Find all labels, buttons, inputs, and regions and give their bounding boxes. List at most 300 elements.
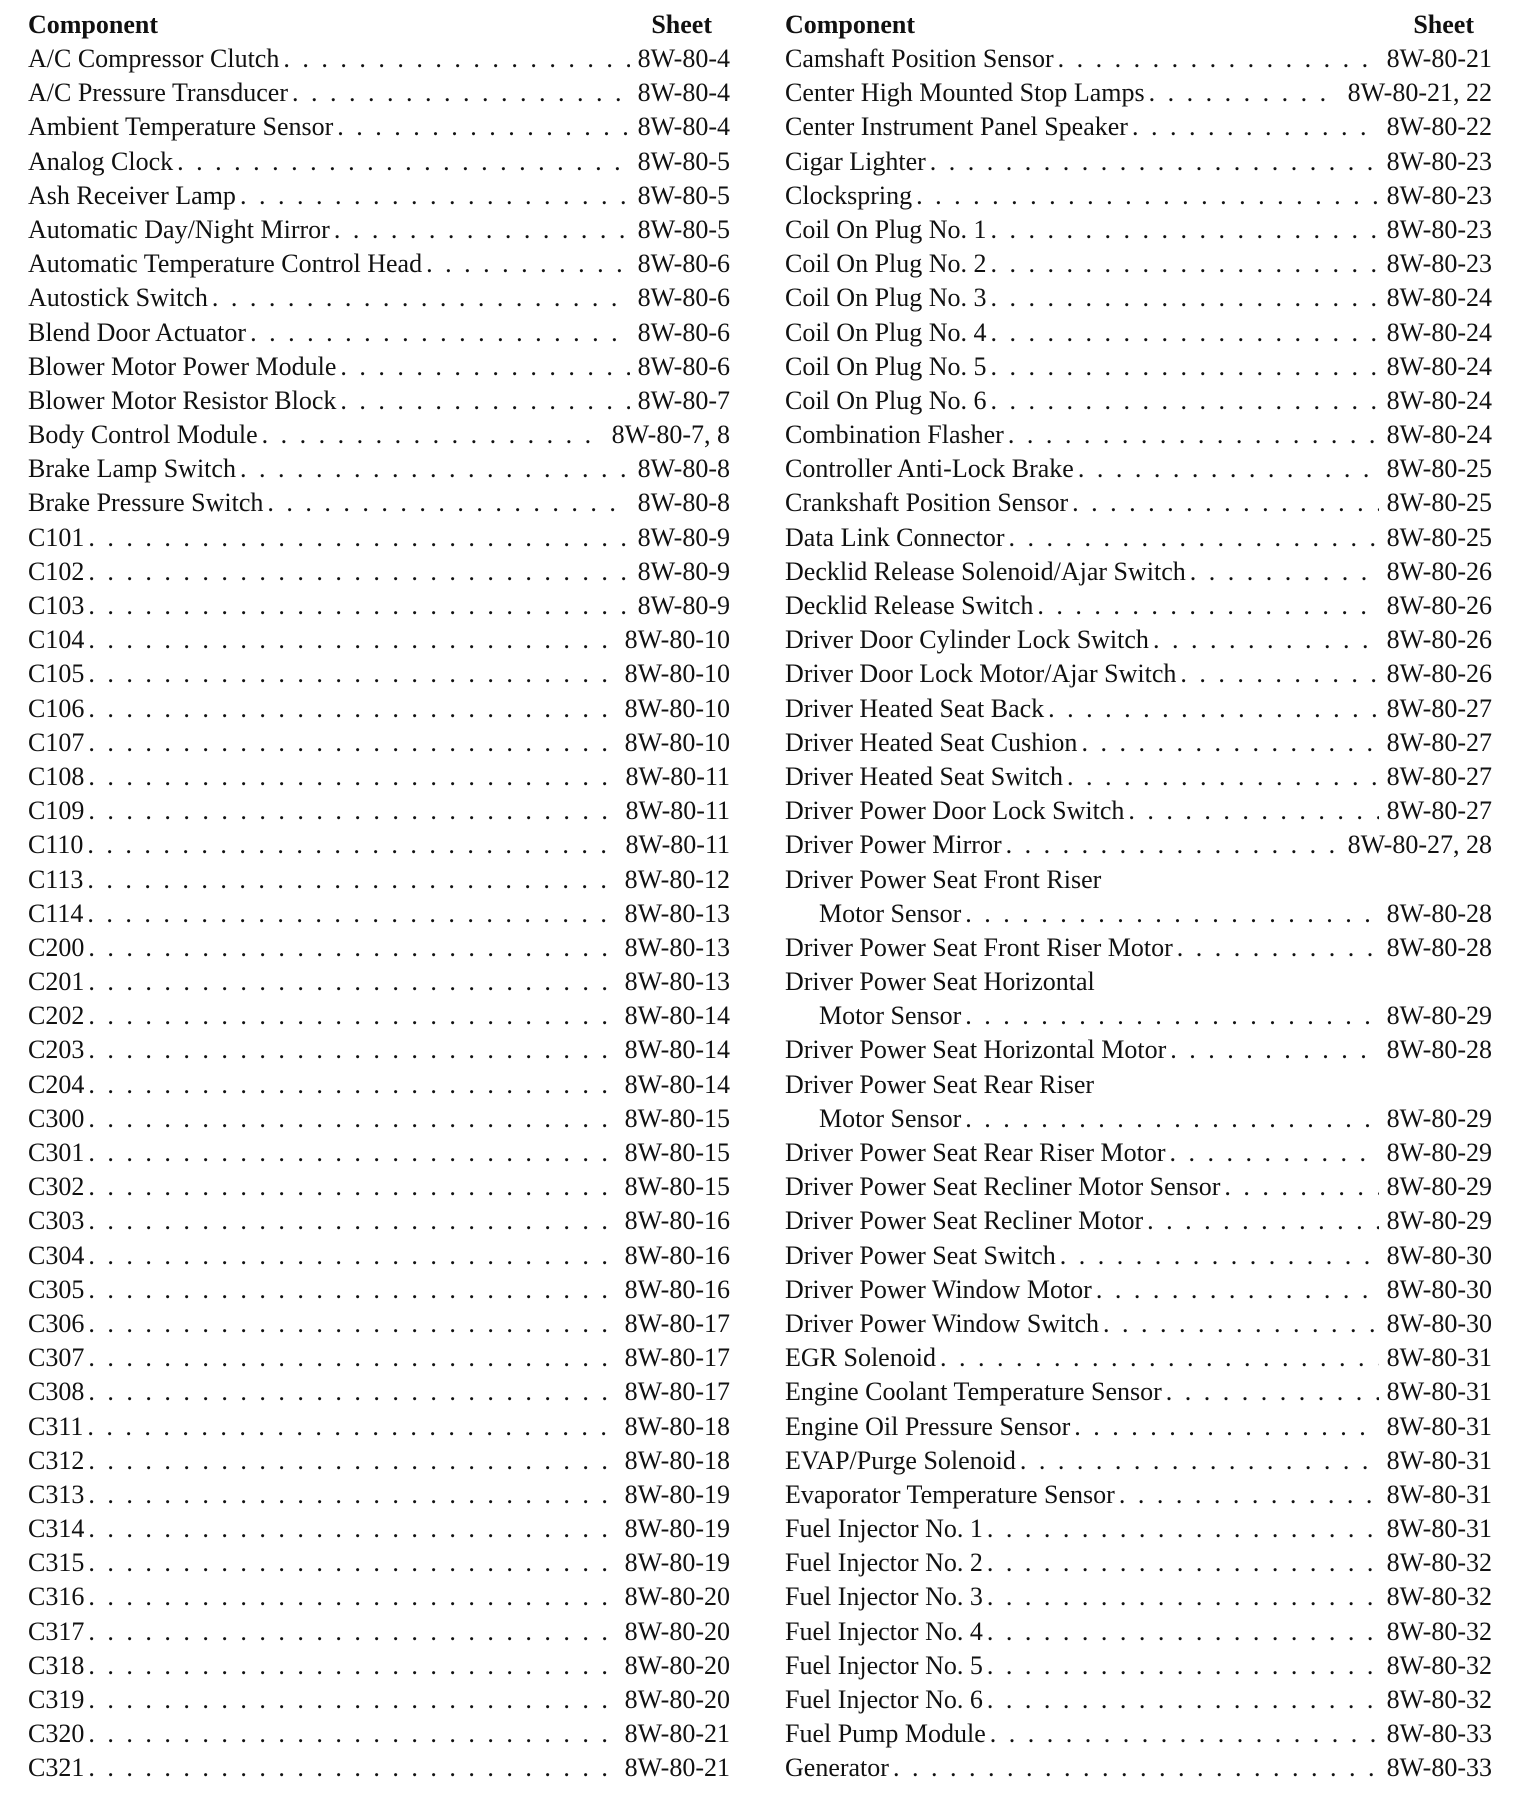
index-entry bbox=[785, 1546, 1492, 1580]
dot-leader bbox=[1006, 828, 1340, 862]
dot-leader bbox=[88, 589, 629, 623]
dot-leader bbox=[965, 1102, 1378, 1136]
component-name: Engine Oil Pressure Sensor bbox=[785, 1411, 1071, 1441]
component-name: C103 bbox=[28, 591, 85, 620]
dot-leader bbox=[893, 1751, 1379, 1785]
dot-leader bbox=[88, 1444, 616, 1478]
sheet-number: 8W-80-22 bbox=[1386, 112, 1492, 142]
sheet-number: 8W-80-28 bbox=[1386, 898, 1492, 928]
component-name: Driver Heated Seat Switch bbox=[785, 761, 1063, 791]
index-entry bbox=[28, 1068, 730, 1102]
sheet-number: 8W-80-32 bbox=[1386, 1548, 1492, 1578]
component-name: Center Instrument Panel Speaker bbox=[785, 112, 1128, 142]
sheet-number: 8W-80-26 bbox=[1386, 659, 1492, 689]
index-entry bbox=[28, 1102, 730, 1136]
dot-leader bbox=[1096, 1273, 1379, 1307]
dot-leader bbox=[88, 1478, 616, 1512]
sheet-number: 8W-80-5 bbox=[637, 146, 730, 176]
sheet-number: 8W-80-27, 28 bbox=[1347, 830, 1492, 860]
dot-leader bbox=[1149, 76, 1340, 110]
sheet-number: 8W-80-10 bbox=[624, 625, 730, 655]
component-name: C107 bbox=[28, 727, 85, 757]
component-name: Fuel Injector No. 2 bbox=[785, 1548, 983, 1578]
dot-leader bbox=[88, 1068, 616, 1102]
index-entry bbox=[28, 1410, 730, 1444]
sheet-number: 8W-80-14 bbox=[624, 1001, 730, 1031]
index-entry bbox=[28, 931, 730, 965]
index-entry bbox=[785, 1410, 1492, 1444]
dot-leader bbox=[88, 1717, 616, 1751]
sheet-number: 8W-80-16 bbox=[624, 1274, 730, 1304]
index-entry bbox=[28, 760, 730, 794]
index-entry bbox=[785, 452, 1492, 486]
index-entry bbox=[28, 726, 730, 760]
index-entry bbox=[785, 1136, 1492, 1170]
dot-leader bbox=[88, 1239, 616, 1273]
sheet-number: 8W-80-32 bbox=[1386, 1650, 1492, 1680]
sheet-number: 8W-80-25 bbox=[1386, 454, 1492, 484]
sheet-number: 8W-80-20 bbox=[624, 1582, 730, 1612]
dot-leader bbox=[965, 897, 1378, 931]
dot-leader bbox=[987, 1683, 1379, 1717]
component-name: C108 bbox=[28, 761, 85, 791]
dot-leader bbox=[991, 213, 1379, 247]
sheet-number: 8W-80-8 bbox=[637, 488, 730, 518]
sheet-number: 8W-80-30 bbox=[1386, 1240, 1492, 1270]
dot-leader bbox=[88, 1649, 616, 1683]
left-column-header bbox=[28, 8, 730, 42]
component-name: Fuel Injector No. 5 bbox=[785, 1650, 983, 1680]
component-name: C321 bbox=[28, 1753, 85, 1783]
sheet-number: 8W-80-31 bbox=[1386, 1514, 1492, 1544]
dot-leader bbox=[1074, 1410, 1378, 1444]
dot-leader bbox=[240, 452, 630, 486]
sheet-number: 8W-80-19 bbox=[624, 1479, 730, 1509]
sheet-number: 8W-80-24 bbox=[1386, 283, 1492, 313]
index-entry bbox=[785, 828, 1492, 862]
index-entry bbox=[785, 692, 1492, 726]
sheet-number: 8W-80-6 bbox=[637, 317, 730, 347]
dot-leader bbox=[87, 1410, 616, 1444]
index-entry bbox=[785, 1512, 1492, 1546]
component-name: Driver Power Seat Front Riser bbox=[785, 864, 1102, 894]
dot-leader bbox=[337, 110, 629, 144]
dot-leader bbox=[1166, 1375, 1379, 1409]
dot-leader bbox=[916, 179, 1378, 213]
dot-leader bbox=[88, 1751, 616, 1785]
component-name: C316 bbox=[28, 1582, 85, 1612]
index-entry bbox=[785, 1204, 1492, 1238]
dot-leader bbox=[1132, 110, 1379, 144]
sheet-number: 8W-80-8 bbox=[637, 454, 730, 484]
dot-leader bbox=[1153, 623, 1379, 657]
index-entry bbox=[785, 1273, 1492, 1307]
dot-leader bbox=[987, 1615, 1379, 1649]
dot-leader bbox=[292, 76, 630, 110]
sheet-number: 8W-80-27 bbox=[1386, 761, 1492, 791]
sheet-number: 8W-80-5 bbox=[637, 214, 730, 244]
sheet-number: 8W-80-24 bbox=[1386, 351, 1492, 381]
index-entry bbox=[28, 42, 730, 76]
index-entry bbox=[785, 999, 1492, 1033]
component-name: C318 bbox=[28, 1650, 85, 1680]
sheet-number: 8W-80-14 bbox=[624, 1069, 730, 1099]
dot-leader bbox=[1170, 1136, 1379, 1170]
dot-leader bbox=[1190, 555, 1379, 589]
index-entry bbox=[785, 384, 1492, 418]
sheet-number: 8W-80-26 bbox=[1386, 625, 1492, 655]
component-name: C304 bbox=[28, 1240, 85, 1270]
component-name: C202 bbox=[28, 1001, 85, 1031]
index-entry bbox=[28, 623, 730, 657]
dot-leader bbox=[88, 794, 617, 828]
component-name: C301 bbox=[28, 1138, 85, 1167]
dot-leader bbox=[1048, 692, 1378, 726]
dot-leader bbox=[1009, 521, 1379, 555]
component-name: Driver Power Seat Recliner Motor bbox=[785, 1206, 1144, 1236]
sheet-number: 8W-80-17 bbox=[624, 1343, 730, 1373]
component-header: Component bbox=[28, 10, 159, 39]
component-name: C204 bbox=[28, 1069, 85, 1099]
sheet-number: 8W-80-28 bbox=[1386, 932, 1492, 962]
component-name: C315 bbox=[28, 1548, 85, 1578]
index-entry bbox=[785, 1717, 1492, 1751]
sheet-number: 8W-80-10 bbox=[624, 693, 730, 723]
dot-leader bbox=[965, 999, 1378, 1033]
index-entry bbox=[785, 1649, 1492, 1683]
sheet-number: 8W-80-4 bbox=[637, 44, 730, 73]
component-name: Driver Power Window Switch bbox=[785, 1308, 1100, 1338]
sheet-number: 8W-80-13 bbox=[624, 967, 730, 997]
index-entry bbox=[785, 1068, 1492, 1102]
component-name: Brake Pressure Switch bbox=[28, 488, 264, 518]
sheet-number: 8W-80-4 bbox=[637, 112, 730, 142]
dot-leader bbox=[212, 281, 630, 315]
dot-leader bbox=[987, 1649, 1379, 1683]
index-entry bbox=[28, 418, 730, 452]
sheet-number: 8W-80-4 bbox=[637, 78, 730, 108]
component-name: Driver Power Seat Rear Riser bbox=[785, 1069, 1095, 1099]
index-entry bbox=[785, 863, 1492, 897]
sheet-number: 8W-80-21 bbox=[1386, 44, 1492, 73]
index-entry bbox=[785, 521, 1492, 555]
index-entry bbox=[28, 1239, 730, 1273]
dot-leader bbox=[88, 1615, 616, 1649]
index-entry bbox=[785, 1580, 1492, 1614]
component-name: C312 bbox=[28, 1445, 85, 1475]
component-name: Automatic Day/Night Mirror bbox=[28, 214, 330, 244]
sheet-number: 8W-80-16 bbox=[624, 1206, 730, 1236]
sheet-number: 8W-80-18 bbox=[624, 1445, 730, 1475]
component-name: Blend Door Actuator bbox=[28, 317, 247, 347]
dot-leader bbox=[88, 1102, 616, 1136]
component-name: C110 bbox=[28, 830, 84, 860]
sheet-number: 8W-80-19 bbox=[624, 1514, 730, 1544]
sheet-number: 8W-80-20 bbox=[624, 1685, 730, 1714]
component-name: Driver Power Seat Horizontal Motor bbox=[785, 1035, 1167, 1065]
index-entry bbox=[785, 760, 1492, 794]
dot-leader bbox=[250, 316, 630, 350]
sheet-number: 8W-80-31 bbox=[1386, 1377, 1492, 1407]
dot-leader bbox=[88, 965, 616, 999]
component-name: EVAP/Purge Solenoid bbox=[785, 1445, 1016, 1475]
dot-leader bbox=[987, 1512, 1379, 1546]
component-name: Crankshaft Position Sensor bbox=[785, 488, 1069, 518]
sheet-number: 8W-80-11 bbox=[625, 830, 730, 860]
index-entry bbox=[785, 623, 1492, 657]
index-entry bbox=[28, 384, 730, 418]
component-name: C314 bbox=[28, 1514, 85, 1544]
sheet-header: Sheet bbox=[651, 10, 712, 39]
sheet-number: 8W-80-6 bbox=[637, 351, 730, 381]
sheet-number: 8W-80-14 bbox=[624, 1035, 730, 1065]
sheet-number: 8W-80-27 bbox=[1386, 796, 1492, 826]
component-name: C101 bbox=[28, 522, 85, 552]
sheet-number: 8W-80-32 bbox=[1386, 1685, 1492, 1714]
sheet-number: 8W-80-9 bbox=[637, 522, 730, 552]
index-entry bbox=[28, 316, 730, 350]
index-entry bbox=[785, 179, 1492, 213]
component-name: C320 bbox=[28, 1719, 85, 1749]
sheet-number: 8W-80-27 bbox=[1386, 727, 1492, 757]
sheet-number: 8W-80-21 bbox=[624, 1753, 730, 1783]
index-entry bbox=[28, 179, 730, 213]
dot-leader bbox=[267, 486, 629, 520]
sheet-header: Sheet bbox=[1413, 10, 1474, 39]
index-entry bbox=[28, 452, 730, 486]
index-entry bbox=[785, 1751, 1492, 1785]
sheet-number: 8W-80-20 bbox=[624, 1616, 730, 1646]
component-name: A/C Pressure Transducer bbox=[28, 78, 288, 108]
index-entry bbox=[785, 1239, 1492, 1273]
component-name: Evaporator Temperature Sensor bbox=[785, 1479, 1115, 1509]
component-name: C113 bbox=[28, 864, 84, 894]
dot-leader bbox=[88, 1375, 616, 1409]
component-name: Motor Sensor bbox=[819, 898, 962, 928]
component-name: Coil On Plug No. 2 bbox=[785, 249, 987, 279]
index-entry bbox=[785, 316, 1492, 350]
component-name: C319 bbox=[28, 1685, 85, 1714]
index-entry bbox=[785, 1102, 1492, 1136]
dot-leader bbox=[987, 1546, 1379, 1580]
component-name: Driver Power Door Lock Switch bbox=[785, 796, 1125, 826]
component-name: Fuel Pump Module bbox=[785, 1719, 986, 1749]
component-name: C102 bbox=[28, 556, 85, 586]
sheet-number: 8W-80-11 bbox=[625, 796, 730, 826]
dot-leader bbox=[240, 179, 630, 213]
sheet-number: 8W-80-23 bbox=[1386, 180, 1492, 210]
component-name: C300 bbox=[28, 1103, 85, 1133]
component-name: Data Link Connector bbox=[785, 522, 1005, 552]
component-name: Clockspring bbox=[785, 180, 913, 210]
index-entry bbox=[28, 1033, 730, 1067]
dot-leader bbox=[1177, 931, 1379, 965]
index-entry bbox=[28, 1136, 730, 1170]
dot-leader bbox=[88, 1033, 616, 1067]
left-entries bbox=[28, 42, 730, 1786]
dot-leader bbox=[88, 1580, 616, 1614]
component-name: Fuel Injector No. 1 bbox=[785, 1514, 983, 1544]
sheet-number: 8W-80-12 bbox=[624, 864, 730, 894]
sheet-number: 8W-80-29 bbox=[1386, 1138, 1492, 1167]
component-name: Driver Heated Seat Back bbox=[785, 693, 1045, 723]
dot-leader bbox=[991, 281, 1379, 315]
index-entry bbox=[28, 521, 730, 555]
sheet-number: 8W-80-15 bbox=[624, 1172, 730, 1202]
component-name: A/C Compressor Clutch bbox=[28, 44, 280, 73]
index-entry bbox=[28, 1546, 730, 1580]
dot-leader bbox=[1037, 589, 1378, 623]
dot-leader bbox=[940, 1341, 1379, 1375]
component-name: EGR Solenoid bbox=[785, 1343, 936, 1373]
index-entry bbox=[785, 1478, 1492, 1512]
component-name: C200 bbox=[28, 932, 85, 962]
sheet-number: 8W-80-23 bbox=[1386, 249, 1492, 279]
sheet-number: 8W-80-31 bbox=[1386, 1411, 1492, 1441]
component-name: C303 bbox=[28, 1206, 85, 1236]
right-column bbox=[785, 8, 1492, 1786]
sheet-number: 8W-80-31 bbox=[1386, 1343, 1492, 1373]
sheet-number: 8W-80-29 bbox=[1386, 1206, 1492, 1236]
index-entry bbox=[785, 657, 1492, 691]
index-entry bbox=[28, 350, 730, 384]
index-entry bbox=[785, 965, 1492, 999]
dot-leader bbox=[88, 521, 629, 555]
component-name: C308 bbox=[28, 1377, 85, 1407]
sheet-number: 8W-80-24 bbox=[1386, 385, 1492, 415]
index-entry bbox=[28, 213, 730, 247]
component-name: Driver Power Seat Switch bbox=[785, 1240, 1056, 1270]
dot-leader bbox=[990, 1717, 1379, 1751]
index-entry bbox=[28, 589, 730, 623]
dot-leader bbox=[88, 760, 617, 794]
index-entry bbox=[28, 863, 730, 897]
dot-leader bbox=[87, 897, 616, 931]
dot-leader bbox=[88, 1546, 616, 1580]
dot-leader bbox=[88, 1341, 616, 1375]
dot-leader bbox=[88, 1170, 616, 1204]
dot-leader bbox=[1072, 486, 1378, 520]
right-column-header bbox=[785, 8, 1492, 42]
component-name: Coil On Plug No. 1 bbox=[785, 214, 987, 244]
index-entry bbox=[785, 213, 1492, 247]
dot-leader bbox=[87, 828, 617, 862]
sheet-number: 8W-80-23 bbox=[1386, 146, 1492, 176]
sheet-number: 8W-80-25 bbox=[1386, 488, 1492, 518]
component-name: C104 bbox=[28, 625, 85, 655]
index-entry bbox=[28, 828, 730, 862]
index-entry bbox=[785, 1341, 1492, 1375]
index-entry bbox=[785, 76, 1492, 110]
dot-leader bbox=[340, 350, 629, 384]
dot-leader bbox=[1180, 657, 1378, 691]
component-name: Fuel Injector No. 3 bbox=[785, 1582, 983, 1612]
dot-leader bbox=[340, 384, 629, 418]
component-name: Analog Clock bbox=[28, 146, 174, 176]
index-entry bbox=[785, 1375, 1492, 1409]
component-name: Coil On Plug No. 4 bbox=[785, 317, 987, 347]
component-name: Body Control Module bbox=[28, 420, 258, 450]
dot-leader bbox=[262, 418, 604, 452]
dot-leader bbox=[88, 1512, 616, 1546]
component-name: C114 bbox=[28, 898, 84, 928]
index-entry bbox=[28, 1615, 730, 1649]
index-entry bbox=[785, 794, 1492, 828]
dot-leader bbox=[88, 1136, 616, 1170]
dot-leader bbox=[88, 1683, 616, 1717]
component-name: Coil On Plug No. 6 bbox=[785, 385, 987, 415]
sheet-number: 8W-80-9 bbox=[637, 591, 730, 620]
sheet-number: 8W-80-15 bbox=[624, 1103, 730, 1133]
sheet-number: 8W-80-13 bbox=[624, 932, 730, 962]
component-name: Blower Motor Resistor Block bbox=[28, 385, 337, 415]
index-entry bbox=[785, 1033, 1492, 1067]
sheet-number: 8W-80-31 bbox=[1386, 1479, 1492, 1509]
component-name: Engine Coolant Temperature Sensor bbox=[785, 1377, 1162, 1407]
sheet-number: 8W-80-23 bbox=[1386, 214, 1492, 244]
dot-leader bbox=[1128, 794, 1378, 828]
sheet-number: 8W-80-24 bbox=[1386, 420, 1492, 450]
dot-leader bbox=[88, 692, 616, 726]
sheet-number: 8W-80-28 bbox=[1386, 1035, 1492, 1065]
sheet-number: 8W-80-26 bbox=[1386, 591, 1492, 620]
index-entry bbox=[28, 692, 730, 726]
dot-leader bbox=[88, 1204, 616, 1238]
index-entry bbox=[785, 1170, 1492, 1204]
dot-leader bbox=[88, 623, 616, 657]
sheet-number: 8W-80-27 bbox=[1386, 693, 1492, 723]
index-entry bbox=[28, 794, 730, 828]
component-name: Fuel Injector No. 6 bbox=[785, 1685, 983, 1714]
component-name: C201 bbox=[28, 967, 85, 997]
dot-leader bbox=[991, 316, 1379, 350]
component-name: Ash Receiver Lamp bbox=[28, 180, 236, 210]
component-name: Driver Door Cylinder Lock Switch bbox=[785, 625, 1149, 655]
index-entry bbox=[28, 999, 730, 1033]
index-entry bbox=[785, 1444, 1492, 1478]
index-entry bbox=[785, 1615, 1492, 1649]
sheet-number: 8W-80-10 bbox=[624, 727, 730, 757]
component-name: Fuel Injector No. 4 bbox=[785, 1616, 983, 1646]
component-header: Component bbox=[785, 10, 916, 39]
sheet-number: 8W-80-32 bbox=[1386, 1582, 1492, 1612]
index-entry bbox=[785, 589, 1492, 623]
component-name: Autostick Switch bbox=[28, 283, 208, 313]
dot-leader bbox=[991, 384, 1379, 418]
dot-leader bbox=[1060, 1239, 1379, 1273]
sheet-number: 8W-80-6 bbox=[637, 249, 730, 279]
dot-leader bbox=[930, 145, 1379, 179]
sheet-number: 8W-80-7 bbox=[637, 385, 730, 415]
component-name: Driver Heated Seat Cushion bbox=[785, 727, 1078, 757]
sheet-number: 8W-80-29 bbox=[1386, 1103, 1492, 1133]
dot-leader bbox=[1147, 1204, 1378, 1238]
component-name: Driver Power Seat Rear Riser Motor bbox=[785, 1138, 1166, 1167]
index-entry bbox=[28, 281, 730, 315]
component-name: C313 bbox=[28, 1479, 85, 1509]
index-entry bbox=[785, 350, 1492, 384]
index-entry bbox=[785, 726, 1492, 760]
component-name: Coil On Plug No. 5 bbox=[785, 351, 987, 381]
index-entry bbox=[785, 247, 1492, 281]
index-entry bbox=[28, 110, 730, 144]
left-column bbox=[28, 8, 730, 1786]
component-name: Driver Power Seat Front Riser Motor bbox=[785, 932, 1173, 962]
sheet-number: 8W-80-13 bbox=[624, 898, 730, 928]
sheet-number: 8W-80-17 bbox=[624, 1377, 730, 1407]
component-name: C109 bbox=[28, 796, 85, 826]
component-name: C317 bbox=[28, 1616, 85, 1646]
